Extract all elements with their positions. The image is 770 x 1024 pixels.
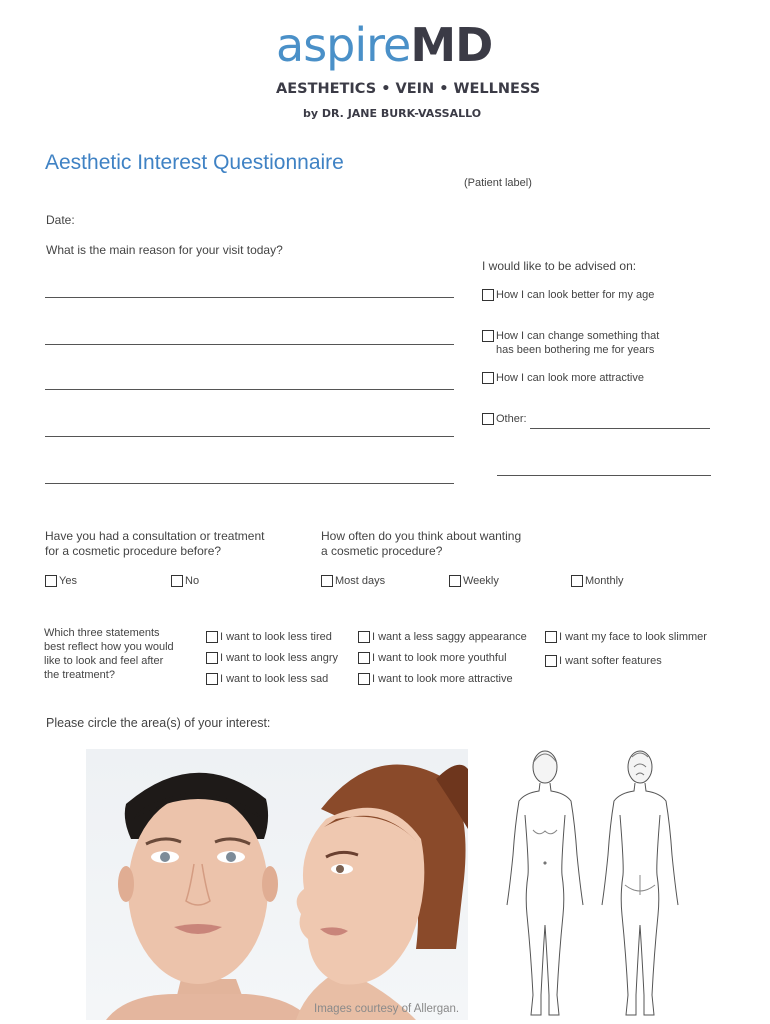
option-label: Monthly: [585, 575, 624, 587]
checkbox[interactable]: [545, 631, 557, 643]
statements-question-line: like to look and feel after: [44, 655, 164, 667]
advised-option-more-attractive[interactable]: [482, 371, 644, 385]
statement-more-attractive[interactable]: [358, 672, 513, 686]
advised-option-label-line1: How I can change something that: [496, 330, 660, 342]
checkbox[interactable]: [482, 330, 494, 342]
faces-illustration[interactable]: [86, 749, 468, 1020]
statement-more-youthful[interactable]: [358, 651, 507, 665]
checkbox[interactable]: [571, 575, 583, 587]
other-line-1[interactable]: [530, 428, 710, 429]
option-label: No: [185, 575, 200, 587]
reason-line-5[interactable]: [45, 483, 454, 484]
frequency-question-line1: How often do you think about wanting: [321, 529, 522, 543]
statement-less-tired[interactable]: [206, 630, 332, 644]
consultation-option-no[interactable]: [171, 574, 199, 588]
statement-softer-features[interactable]: [545, 654, 662, 668]
checkbox[interactable]: [171, 575, 183, 587]
checkbox[interactable]: [358, 652, 370, 664]
logo-aspire-text: aspire: [276, 18, 411, 72]
statement-less-saggy[interactable]: [358, 630, 527, 644]
image-credit: Images courtesy of Allergan.: [314, 1003, 460, 1015]
reason-line-3[interactable]: [45, 389, 454, 390]
other-line-2[interactable]: [497, 475, 711, 476]
consultation-question-line2: for a cosmetic procedure before?: [45, 544, 222, 558]
advised-option-label: [496, 329, 659, 357]
body-front-outline: [507, 751, 583, 1015]
option-label: Yes: [59, 575, 77, 587]
statements-question-line: the treatment?: [44, 669, 115, 681]
checkbox[interactable]: [206, 631, 218, 643]
logo-md-text: MD: [410, 18, 493, 72]
checkbox[interactable]: [358, 631, 370, 643]
brand-tagline: AESTHETICS • VEIN • WELLNESS: [276, 81, 541, 97]
consultation-question: [45, 529, 264, 559]
statement-label: I want to look more youthful: [372, 652, 507, 664]
statement-label: I want a less saggy appearance: [372, 631, 527, 643]
checkbox[interactable]: [45, 575, 57, 587]
option-label: Most days: [335, 575, 386, 587]
statement-label: I want my face to look slimmer: [559, 631, 707, 643]
frequency-question-line2: a cosmetic procedure?: [321, 544, 443, 558]
side-face: [296, 764, 468, 1020]
advised-option-look-better[interactable]: [482, 288, 654, 302]
checkbox[interactable]: [545, 655, 557, 667]
checkbox[interactable]: [206, 673, 218, 685]
checkbox[interactable]: [321, 575, 333, 587]
statement-label: I want to look more attractive: [372, 673, 513, 685]
front-face: [106, 773, 311, 1020]
consultation-option-yes[interactable]: [45, 574, 77, 588]
statements-question-line: Which three statements: [44, 627, 160, 639]
advised-heading: I would like to be advised on:: [482, 259, 637, 273]
consultation-question-line1: Have you had a consultation or treatment: [45, 529, 265, 543]
patient-label: (Patient label): [464, 177, 532, 189]
area-prompt: Please circle the area(s) of your interest:: [46, 716, 271, 730]
page-title: Aesthetic Interest Questionnaire: [45, 151, 344, 174]
statements-question: [44, 626, 174, 682]
advised-option-label: How I can look more attractive: [496, 372, 644, 384]
statement-label: I want to look less angry: [220, 652, 339, 664]
checkbox[interactable]: [358, 673, 370, 685]
checkbox[interactable]: [482, 372, 494, 384]
frequency-option-most-days[interactable]: [321, 574, 385, 588]
advised-option-other[interactable]: [482, 412, 527, 426]
reason-line-4[interactable]: [45, 436, 454, 437]
date-label: Date:: [46, 213, 75, 227]
statements-question-line: best reflect how you would: [44, 641, 174, 653]
statement-face-slimmer[interactable]: [545, 630, 707, 644]
body-back-outline: [602, 751, 678, 1015]
body-outline-diagram[interactable]: [495, 745, 735, 1023]
reason-line-1[interactable]: [45, 297, 454, 298]
advised-option-label: Other:: [496, 413, 527, 425]
brand-logo: [276, 18, 493, 72]
visit-reason-question: What is the main reason for your visit today?: [46, 243, 283, 257]
brand-byline: by DR. JANE BURK-VASSALLO: [303, 107, 482, 120]
faces-illustration-svg: [86, 749, 468, 1020]
statement-less-angry[interactable]: [206, 651, 338, 665]
frequency-question: [321, 529, 521, 559]
checkbox[interactable]: [482, 289, 494, 301]
advised-option-change-something[interactable]: [482, 329, 659, 357]
statement-label: I want to look less sad: [220, 673, 329, 685]
frequency-option-weekly[interactable]: [449, 574, 499, 588]
option-label: Weekly: [463, 575, 499, 587]
advised-option-label: How I can look better for my age: [496, 289, 655, 301]
checkbox[interactable]: [449, 575, 461, 587]
statement-label: I want to look less tired: [220, 631, 332, 643]
frequency-option-monthly[interactable]: [571, 574, 624, 588]
statement-label: I want softer features: [559, 655, 662, 667]
checkbox[interactable]: [206, 652, 218, 664]
statement-less-sad[interactable]: [206, 672, 328, 686]
advised-option-label-line2: has been bothering me for years: [496, 344, 655, 356]
checkbox[interactable]: [482, 413, 494, 425]
reason-line-2[interactable]: [45, 344, 454, 345]
